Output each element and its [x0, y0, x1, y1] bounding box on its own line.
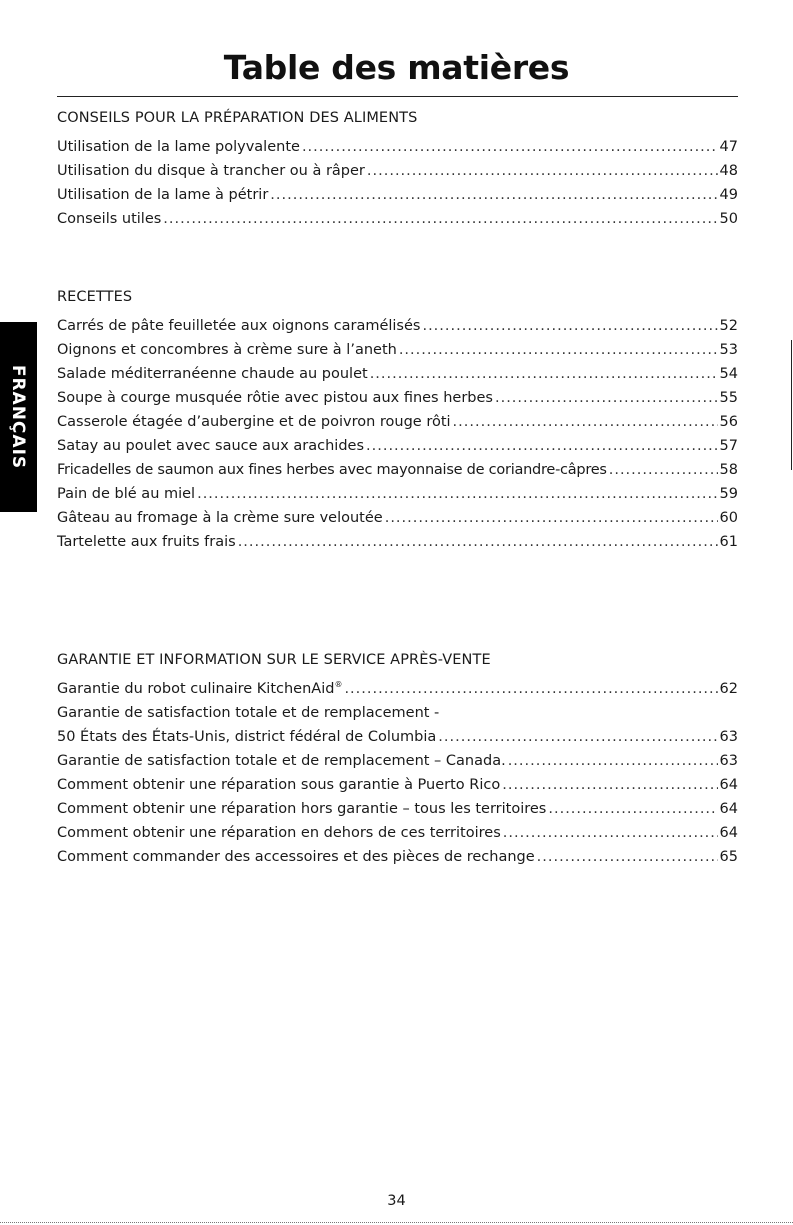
- bottom-divider: [0, 1222, 793, 1223]
- toc-entry-label: Utilisation de la lame à pétrir: [57, 187, 269, 203]
- toc-entry[interactable]: [57, 362, 738, 386]
- toc-entry-label: Salade méditerranéenne chaude au poulet: [57, 366, 368, 382]
- toc-entry[interactable]: [57, 677, 738, 701]
- toc-entry-label: Utilisation du disque à trancher ou à râper: [57, 163, 365, 179]
- toc-entry[interactable]: [57, 797, 738, 821]
- toc-entry-label: Satay au poulet avec sauce aux arachides: [57, 438, 365, 454]
- toc-entry[interactable]: [57, 159, 738, 183]
- toc-entry-label: Oignons et concombres à crème sure à l’aneth: [57, 342, 397, 358]
- toc-entry[interactable]: [57, 821, 738, 845]
- toc-entry-prefix: Garantie de satisfaction totale et de remplacement -: [57, 705, 440, 721]
- toc-entry-page: 63: [719, 753, 738, 769]
- registered-mark: ®: [334, 680, 343, 690]
- dot-leader: [548, 797, 717, 821]
- toc-entry-label-text: Garantie du robot culinaire KitchenAid: [57, 681, 335, 697]
- toc-entry-page: 64: [719, 825, 738, 841]
- toc-entry-page: 63: [719, 729, 738, 745]
- toc-entry-label: Comment obtenir une réparation en dehors de ces territoires: [57, 825, 501, 841]
- dot-leader: [502, 773, 717, 797]
- dot-leader: [238, 530, 718, 554]
- toc-entry-label: Comment obtenir une réparation hors garantie – tous les territoires: [57, 801, 547, 817]
- toc-entry-label: Fricadelles de saumon aux fines herbes avec mayonnaise de coriandre-câpres: [57, 462, 607, 478]
- toc-entry-label: Conseils utiles: [57, 211, 162, 227]
- toc-entry[interactable]: [57, 482, 738, 506]
- dot-leader: [366, 434, 718, 458]
- dot-leader: [197, 482, 717, 506]
- toc-entry-label: Tartelette aux fruits frais: [57, 534, 236, 550]
- toc-entry-page: 64: [719, 777, 738, 793]
- dot-leader: [422, 314, 717, 338]
- toc-entry-label: Comment obtenir une réparation sous garantie à Puerto Rico: [57, 777, 501, 793]
- toc-entry-page: 47: [719, 139, 738, 155]
- toc-entry-label: 50 États des États-Unis, district fédéral de Columbia: [57, 729, 437, 745]
- page-number: 34: [387, 1193, 406, 1209]
- dot-leader: [270, 183, 717, 207]
- toc-section-recettes: [57, 286, 738, 554]
- toc-entry-page: 58: [719, 462, 738, 478]
- margin-rule: [791, 340, 792, 470]
- toc-entry[interactable]: [57, 183, 738, 207]
- toc-entry-label: Comment commander des accessoires et des pièces de rechange: [57, 849, 535, 865]
- toc-entry-page: 61: [719, 534, 738, 550]
- toc-entry-page: 55: [719, 390, 738, 406]
- toc-entry-page: 65: [719, 849, 738, 865]
- dot-leader: [163, 207, 717, 231]
- toc-entry-page: 54: [719, 366, 738, 382]
- section-heading: CONSEILS POUR LA PRÉPARATION DES ALIMENTS: [57, 110, 418, 126]
- dot-leader: [370, 362, 718, 386]
- toc-entry-page: 53: [719, 342, 738, 358]
- toc-entry[interactable]: [57, 207, 738, 231]
- dot-leader: [367, 159, 718, 183]
- toc-entry[interactable]: [57, 386, 738, 410]
- toc-section-conseils: [57, 107, 738, 231]
- toc-entry-page: 56: [719, 414, 738, 430]
- page-title: Table des matières: [223, 48, 570, 87]
- toc-entry-page: 64: [719, 801, 738, 817]
- toc-entry[interactable]: [57, 845, 738, 869]
- toc-entry-page: 48: [719, 163, 738, 179]
- toc-entry-page: 60: [719, 510, 738, 526]
- toc-entry-label: Casserole étagée d’aubergine et de poivron rouge rôti: [57, 414, 451, 430]
- dot-leader: [453, 410, 718, 434]
- toc-entry-page: 52: [719, 318, 738, 334]
- dot-leader: [503, 821, 718, 845]
- dot-leader: [537, 845, 718, 869]
- dot-leader: [302, 135, 718, 159]
- dot-leader: [508, 749, 718, 773]
- toc-entry-page: 57: [719, 438, 738, 454]
- toc-entry[interactable]: [57, 135, 738, 159]
- section-heading: RECETTES: [57, 289, 133, 305]
- toc-entry-label: Gâteau au fromage à la crème sure veloutée: [57, 510, 383, 526]
- toc-section-garantie: [57, 649, 738, 869]
- section-heading: GARANTIE ET INFORMATION SUR LE SERVICE APRÈS-VENTE: [57, 652, 491, 668]
- toc-entry[interactable]: [57, 530, 738, 554]
- toc-entry[interactable]: [57, 506, 738, 530]
- toc-entry-label: Garantie de satisfaction totale et de remplacement – Canada.: [57, 753, 506, 769]
- toc-entry[interactable]: [57, 410, 738, 434]
- title-divider: [57, 96, 738, 97]
- dot-leader: [344, 677, 717, 701]
- dot-leader: [385, 506, 718, 530]
- toc-entry-page: 50: [719, 211, 738, 227]
- toc-entry-label: [57, 677, 342, 701]
- toc-entry-label: Pain de blé au miel: [57, 486, 196, 502]
- dot-leader: [495, 386, 718, 410]
- toc-entry-label: Soupe à courge musquée rôtie avec pistou aux fines herbes: [57, 390, 493, 406]
- toc-entry[interactable]: [57, 725, 738, 749]
- toc-entry-label: Utilisation de la lame polyvalente: [57, 139, 300, 155]
- toc-entry-page: 49: [719, 187, 738, 203]
- toc-entry[interactable]: [57, 338, 738, 362]
- language-tab-label: FRANÇAIS: [8, 364, 29, 470]
- toc-entry-page: 59: [719, 486, 738, 502]
- toc-entry[interactable]: [57, 773, 738, 797]
- language-tab: [0, 322, 37, 512]
- toc-entry[interactable]: [57, 458, 738, 482]
- dot-leader: [609, 458, 718, 482]
- toc-entry[interactable]: [57, 314, 738, 338]
- toc-entry[interactable]: [57, 434, 738, 458]
- toc-entry-page: 62: [719, 681, 738, 697]
- dot-leader: [438, 725, 717, 749]
- dot-leader: [399, 338, 718, 362]
- toc-entry[interactable]: [57, 749, 738, 773]
- toc-entry-label: Carrés de pâte feuilletée aux oignons caramélisés: [57, 318, 421, 334]
